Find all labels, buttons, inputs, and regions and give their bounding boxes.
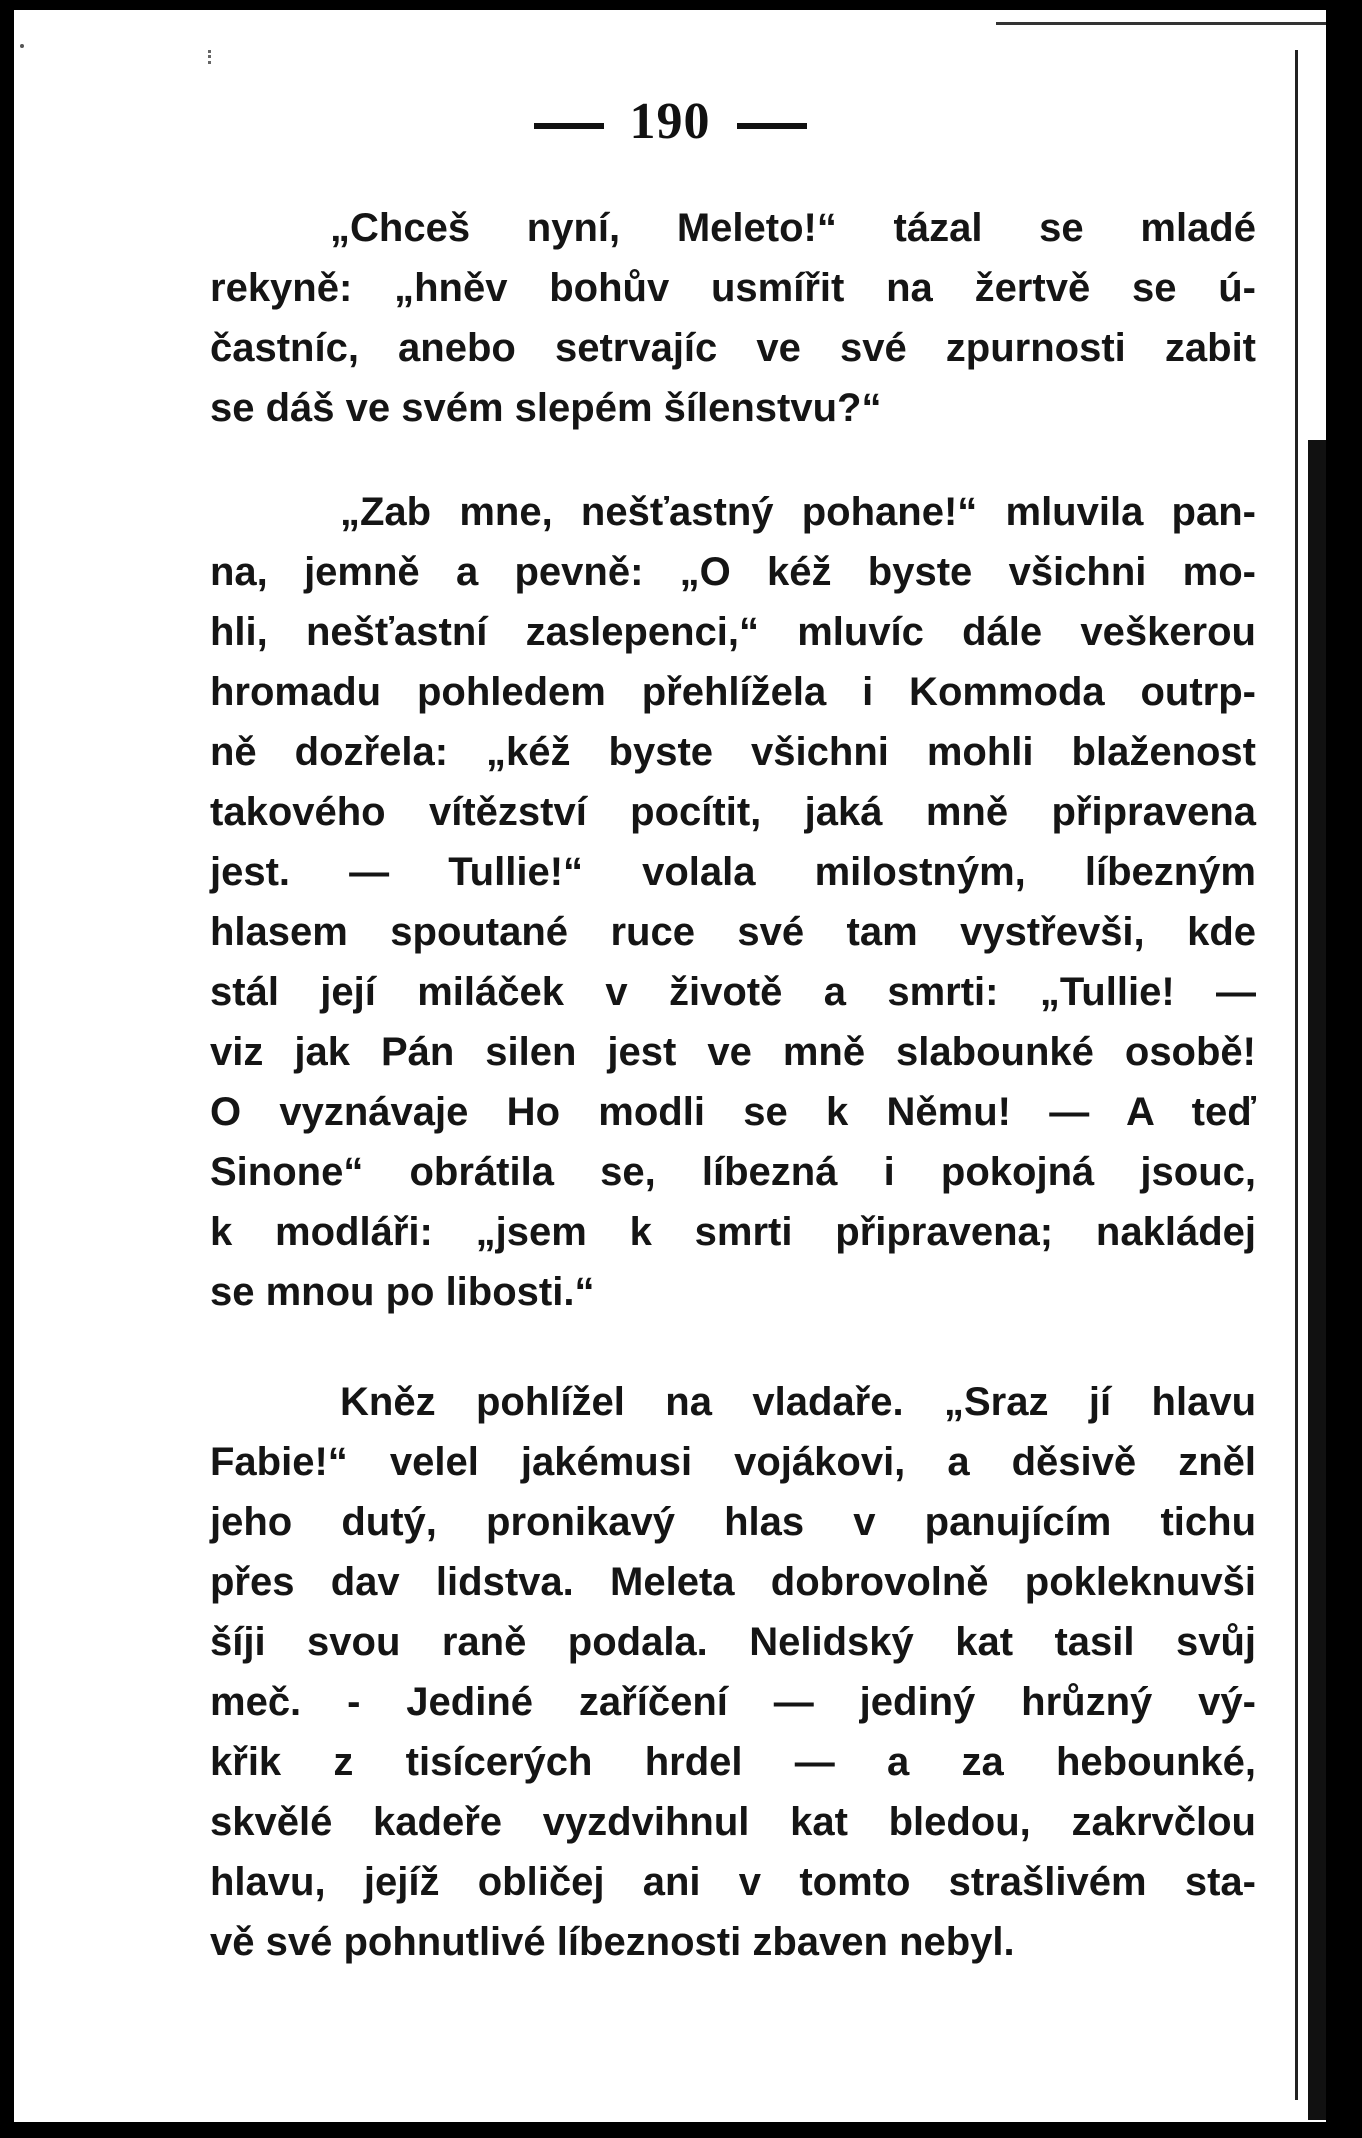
- paragraph-2: [210, 482, 1256, 1322]
- page-edge-shadow: [1308, 440, 1326, 2120]
- text-line: meč. - Jediné zaříčení — jediný hrůzný vý-: [210, 1680, 1256, 1724]
- text-line: O vyznávaje Ho modli se k Němu! — A teď: [210, 1090, 1256, 1134]
- text-line: skvělé kadeře vyzdvihnul kat bledou, zakrvčlou: [210, 1800, 1256, 1844]
- text-line: Fabie!“ velel jakémusi vojákovi, a děsivě zněl: [210, 1440, 1256, 1484]
- paragraph-1: [210, 198, 1256, 438]
- text-line: přes dav lidstva. Meleta dobrovolně pokleknuvši: [210, 1560, 1256, 1604]
- text-line: častníc, anebo setrvajíc ve své zpurnosti zabit: [210, 326, 1256, 370]
- text-line: vě své pohnutlivé líbeznosti zbaven nebyl.: [210, 1920, 1015, 1964]
- text-line: na, jemně a pevně: „O kéž byste všichni mo-: [210, 550, 1256, 594]
- scan-speck: [20, 44, 24, 48]
- text-line: hromadu pohledem přehlížela i Kommoda outrp-: [210, 670, 1256, 714]
- text-line: „Zab mne, nešťastný pohane!“ mluvila pan-: [340, 490, 1256, 534]
- text-line: Kněz pohlížel na vladaře. „Sraz jí hlavu: [340, 1380, 1256, 1424]
- text-line: rekyně: „hněv bohův usmířit na žertvě se ú-: [210, 266, 1256, 310]
- text-line: k modláři: „jsem k smrti připravena; nakládej: [210, 1210, 1256, 1254]
- text-line: jeho dutý, pronikavý hlas v panujícím tichu: [210, 1500, 1256, 1544]
- text-line: hli, nešťastní zaslepenci,“ mluvíc dále veškerou: [210, 610, 1256, 654]
- text-line: „Chceš nyní, Meleto!“ tázal se mladé: [330, 206, 1256, 250]
- text-line: šíji svou raně podala. Nelidský kat tasil svůj: [210, 1620, 1256, 1664]
- header-dash-right: [737, 123, 807, 129]
- header-dash-left: [534, 123, 604, 129]
- text-line: ně dozřela: „kéž byste všichni mohli blaženost: [210, 730, 1256, 774]
- page-number: 190: [629, 93, 711, 150]
- top-rule: [996, 22, 1326, 25]
- scan-speck: [208, 50, 214, 64]
- paragraph-3: [210, 1372, 1256, 1972]
- text-line: jest. — Tullie!“ volala milostným, líbezným: [210, 850, 1256, 894]
- text-line: křik z tisícerých hrdel — a za hebounké,: [210, 1740, 1256, 1784]
- text-line: hlavu, jejíž obličej ani v tomto strašlivém sta-: [210, 1860, 1256, 1904]
- page-header: [14, 92, 1326, 151]
- book-page: [14, 10, 1326, 2122]
- text-line: takového vítězství pocítit, jaká mně připravena: [210, 790, 1256, 834]
- text-line: stál její miláček v životě a smrti: „Tullie! —: [210, 970, 1256, 1014]
- text-line: se mnou po libosti.“: [210, 1270, 595, 1314]
- text-line: se dáš ve svém slepém šílenstvu?“: [210, 386, 882, 430]
- text-line: Sinone“ obrátila se, líbezná i pokojná jsouc,: [210, 1150, 1256, 1194]
- text-line: viz jak Pán silen jest ve mně slabounké osobě!: [210, 1030, 1256, 1074]
- page-edge-line: [1295, 50, 1298, 2100]
- text-line: hlasem spoutané ruce své tam vystřevši, kde: [210, 910, 1256, 954]
